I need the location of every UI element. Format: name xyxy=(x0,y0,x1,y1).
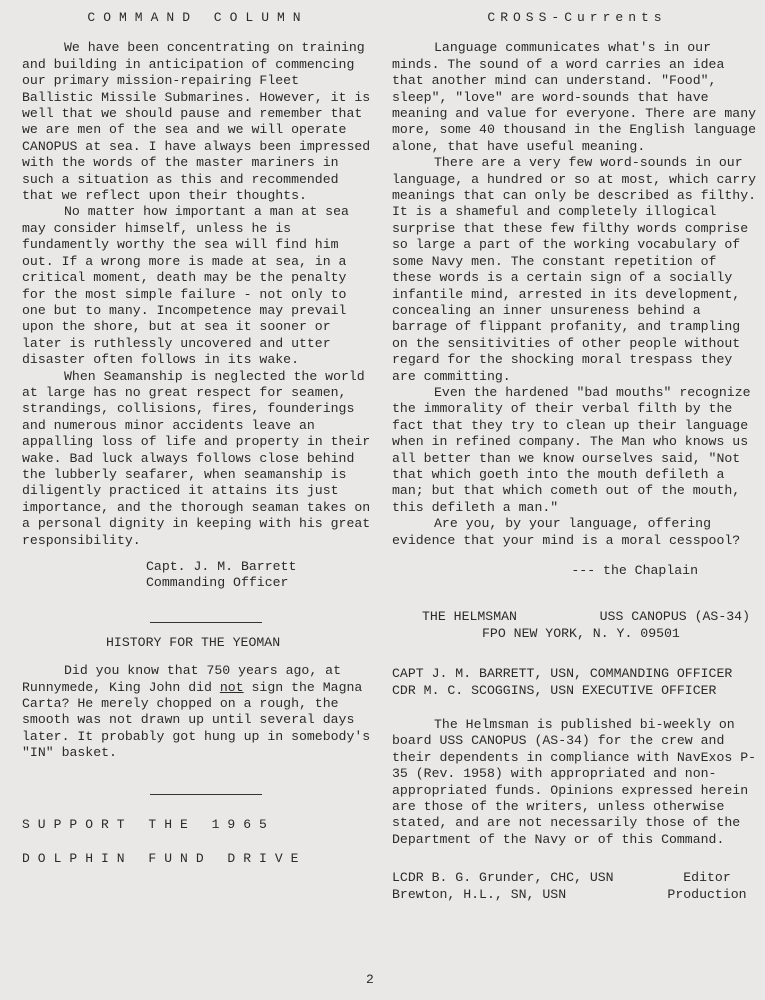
command-paragraph-2: No matter how important a man at sea may consider himself, unless he is fundamently worthy the sea will find him out. If a wrong more is made at sea, in a critical moment, death may be the penalty for the most simple failure - not only to one but to many. Incompetence may prevail upon the shore, but at sea it sooner or later is ruthlessly uncovered and utter disaster often follows in its wake. xyxy=(22,204,349,368)
history-text-before: Did you know that 750 years ago, at Runnymede, King John did xyxy=(22,663,341,695)
signature-name: Capt. J. M. Barrett xyxy=(146,559,297,574)
history-paragraph xyxy=(22,663,374,761)
cross-paragraph-2: There are a very few word-sounds in our language, a hundred or so at most, which carry meanings that can only be described as filthy. It is a shameful and completely illogical surprise that these few filthy words comprise so large a part of the working vocabulary of some Navy men. The constant repetition of these words is a certain sign of a socially infantile mind, arrested in its development, concealing an inner unsureness behind a barrage of flippant profanity, and trampling on the sensitivities of other people without regard for the shocking moral trespass they are committing. xyxy=(392,155,757,384)
officers-block xyxy=(392,666,762,699)
publication-statement: The Helmsman is published bi-weekly on board USS CANOPUS (AS-34) for the crew and their dependents in compliance with NavExos P-35 (Rev. 1958) with appropriated and non-appropriated funds. Opinions expressed herein are those of the writers, unless otherwise stated, and are not necessarily those of the Department of the Navy or of this Command. xyxy=(392,717,757,847)
production-name: Brewton, H.L., SN, USN xyxy=(392,886,567,902)
executive-officer-line: CDR M. C. SCOGGINS, USN EXECUTIVE OFFICER xyxy=(392,682,717,698)
command-column-heading: COMMAND COLUMN xyxy=(87,10,309,25)
section-divider-2 xyxy=(150,794,262,795)
masthead-title-row xyxy=(422,609,762,625)
commanding-officer-line: CAPT J. M. BARRETT, USN, COMMANDING OFFICER xyxy=(392,666,733,682)
staff-credits xyxy=(392,870,762,903)
dolphin-fund-line: DOLPHIN FUND DRIVE xyxy=(22,851,307,867)
signature-title: Commanding Officer xyxy=(146,575,289,591)
support-line: SUPPORT THE 1965 xyxy=(22,816,275,832)
masthead xyxy=(422,609,762,642)
history-heading: HISTORY FOR THE YEOMAN xyxy=(106,634,281,650)
history-emphasis: not xyxy=(219,679,244,695)
cross-paragraph-4: Are you, by your language, offering evidence that your mind is a moral cesspool? xyxy=(392,516,741,548)
production-role: Production xyxy=(667,886,747,902)
editor-role: Editor xyxy=(683,870,731,886)
page-number: 2 xyxy=(366,972,374,987)
command-paragraph-3: When Seamanship is neglected the world at large has no great respect for seamen, strandings, collisions, fires, founderings and numerous minor accidents leave an appalling loss of life and property in their wake. Bad luck always follows close behind the lubberly seafarer, when seamanship is diligently practiced it attains its just importance, and the thorough seaman takes on a personal dignity in keeping with his great responsibility. xyxy=(22,368,371,548)
section-divider xyxy=(150,622,262,623)
ship-name: USS CANOPUS (AS-34) xyxy=(599,609,750,625)
command-paragraph-1: We have been concentrating on training and building in anticipation of commencing our primary mission-repairing Fleet Ballistic Missile Submarines. However, it is well that we should pause and remember that we are men of the sea and we will operate CANOPUS at sea. I have always been impressed with the words of the master mariners in such a situation as this and recommended that we reflect upon their thoughts. xyxy=(22,40,371,204)
left-column xyxy=(22,10,374,867)
paper-name: THE HELMSMAN xyxy=(422,609,517,625)
right-column xyxy=(392,10,762,903)
cross-currents-heading: CROSS-Currents xyxy=(487,10,667,25)
staff-names xyxy=(392,870,652,903)
editor-name: LCDR B. G. Grunder, CHC, USN xyxy=(392,870,614,886)
cross-paragraph-1: Language communicates what's in our minds. The sound of a word carries an idea that another mind can understand. "Food", sleep", "love" are word-sounds that have meaning and value for everyone. There are many more, some 40 thousand in the English language alone, that have useful meaning. xyxy=(392,40,757,154)
mailing-address: FPO NEW YORK, N. Y. 09501 xyxy=(482,625,680,641)
history-text-after: sign the Magna Carta? He merely chopped on a rough, the smooth was not drawn up until several days later. It probably got hung up in somebody's "IN" basket. xyxy=(22,679,371,761)
staff-roles xyxy=(652,870,762,903)
chaplain-signature: --- the Chaplain xyxy=(571,563,698,578)
command-signature xyxy=(146,559,374,592)
cross-paragraph-3: Even the hardened "bad mouths" recognize the immorality of their verbal filth by the fact that they try to clean up their language when in refined company. The Man who knows us all better than we know ourselves said, "Not that which goeth into the mouth defileth a man; but that which cometh out of the mouth, this defileth a man." xyxy=(392,384,751,515)
